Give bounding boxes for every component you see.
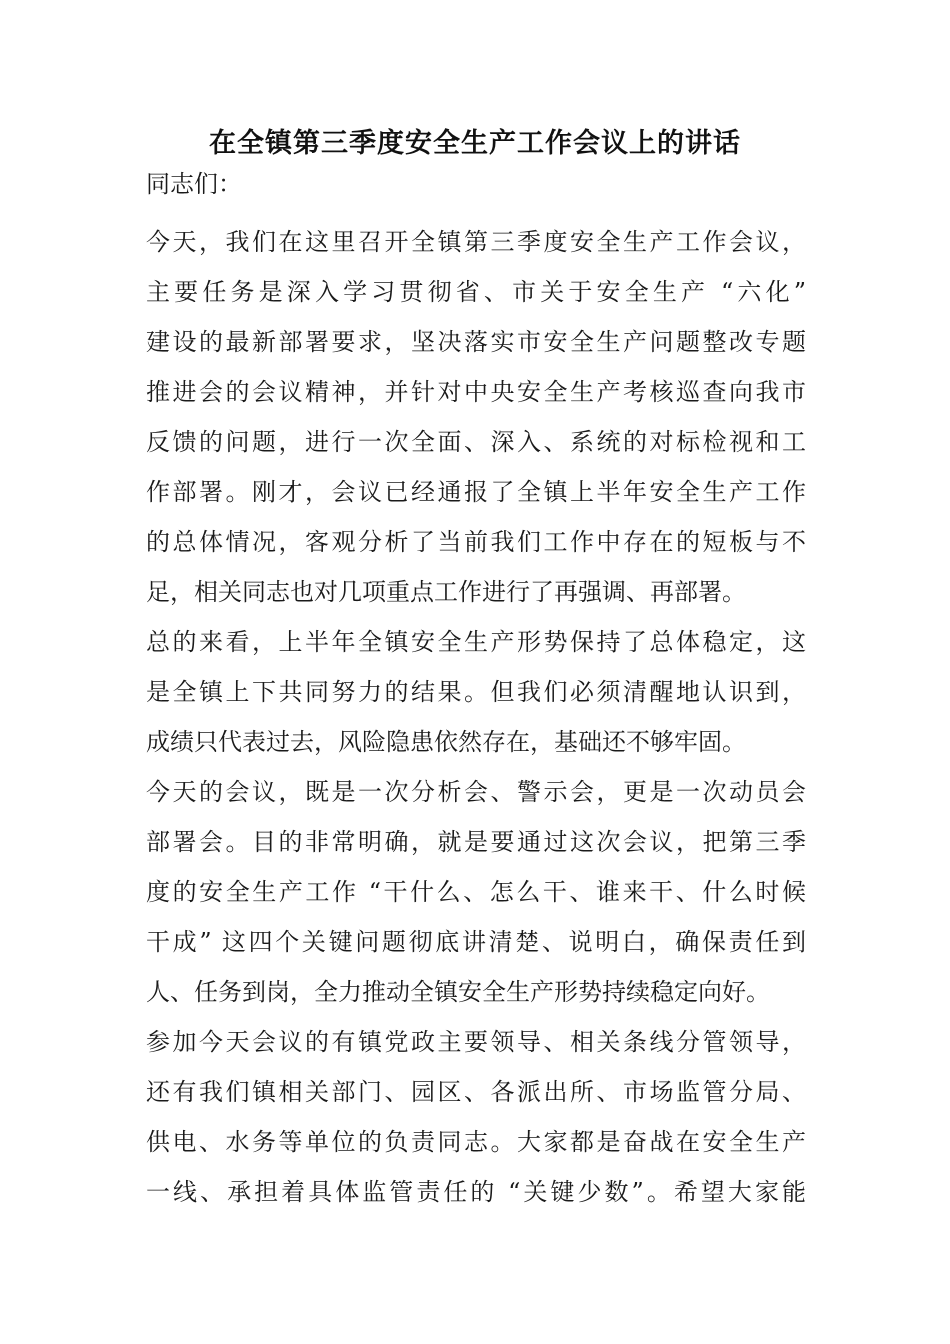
paragraph-line: 今天的会议，既是一次分析会、警示会，更是一次动员会 — [146, 778, 806, 806]
paragraph-line: 反馈的问题，进行一次全面、深入、系统的对标检视和工 — [146, 428, 806, 456]
paragraph-line: 的总体情况，客观分析了当前我们工作中存在的短板与不 — [146, 528, 806, 556]
paragraph-line: 供电、水务等单位的负责同志。大家都是奋战在安全生产 — [146, 1128, 806, 1156]
paragraph-line-salutation: 同志们： — [146, 170, 242, 198]
paragraph-line: 人、任务到岗，全力推动全镇安全生产形势持续稳定向好。 — [146, 978, 770, 1006]
paragraph-line: 是全镇上下共同努力的结果。但我们必须清醒地认识到， — [146, 678, 806, 706]
paragraph-line: 一线、承担着具体监管责任的 “关键少数”。希望大家能 — [146, 1178, 806, 1206]
paragraph-line: 总的来看，上半年全镇安全生产形势保持了总体稳定，这 — [146, 628, 806, 656]
paragraph-line: 足，相关同志也对几项重点工作进行了再强调、再部署。 — [146, 578, 746, 606]
paragraph-line: 建设的最新部署要求，坚决落实市安全生产问题整改专题 — [146, 328, 806, 356]
paragraph-line: 还有我们镇相关部门、园区、各派出所、市场监管分局、 — [146, 1078, 806, 1106]
document-title: 在全镇第三季度安全生产工作会议上的讲话 — [209, 128, 741, 159]
paragraph-line: 度的安全生产工作 “干什么、怎么干、谁来干、什么时候 — [146, 878, 806, 906]
paragraph-line: 参加今天会议的有镇党政主要领导、相关条线分管领导， — [146, 1028, 806, 1056]
paragraph-line: 作部署。刚才，会议已经通报了全镇上半年安全生产工作 — [146, 478, 806, 506]
paragraph-line: 干成” 这四个关键问题彻底讲清楚、说明白，确保责任到 — [146, 928, 806, 956]
paragraph-line: 部署会。目的非常明确，就是要通过这次会议，把第三季 — [146, 828, 806, 856]
paragraph-line: 推进会的会议精神，并针对中央安全生产考核巡查向我市 — [146, 378, 806, 406]
paragraph-line: 今天，我们在这里召开全镇第三季度安全生产工作会议， — [146, 228, 806, 256]
paragraph-line: 主要任务是深入学习贯彻省、市关于安全生产 “六化” — [146, 278, 806, 306]
paragraph-line: 成绩只代表过去，风险隐患依然存在，基础还不够牢固。 — [146, 728, 746, 756]
